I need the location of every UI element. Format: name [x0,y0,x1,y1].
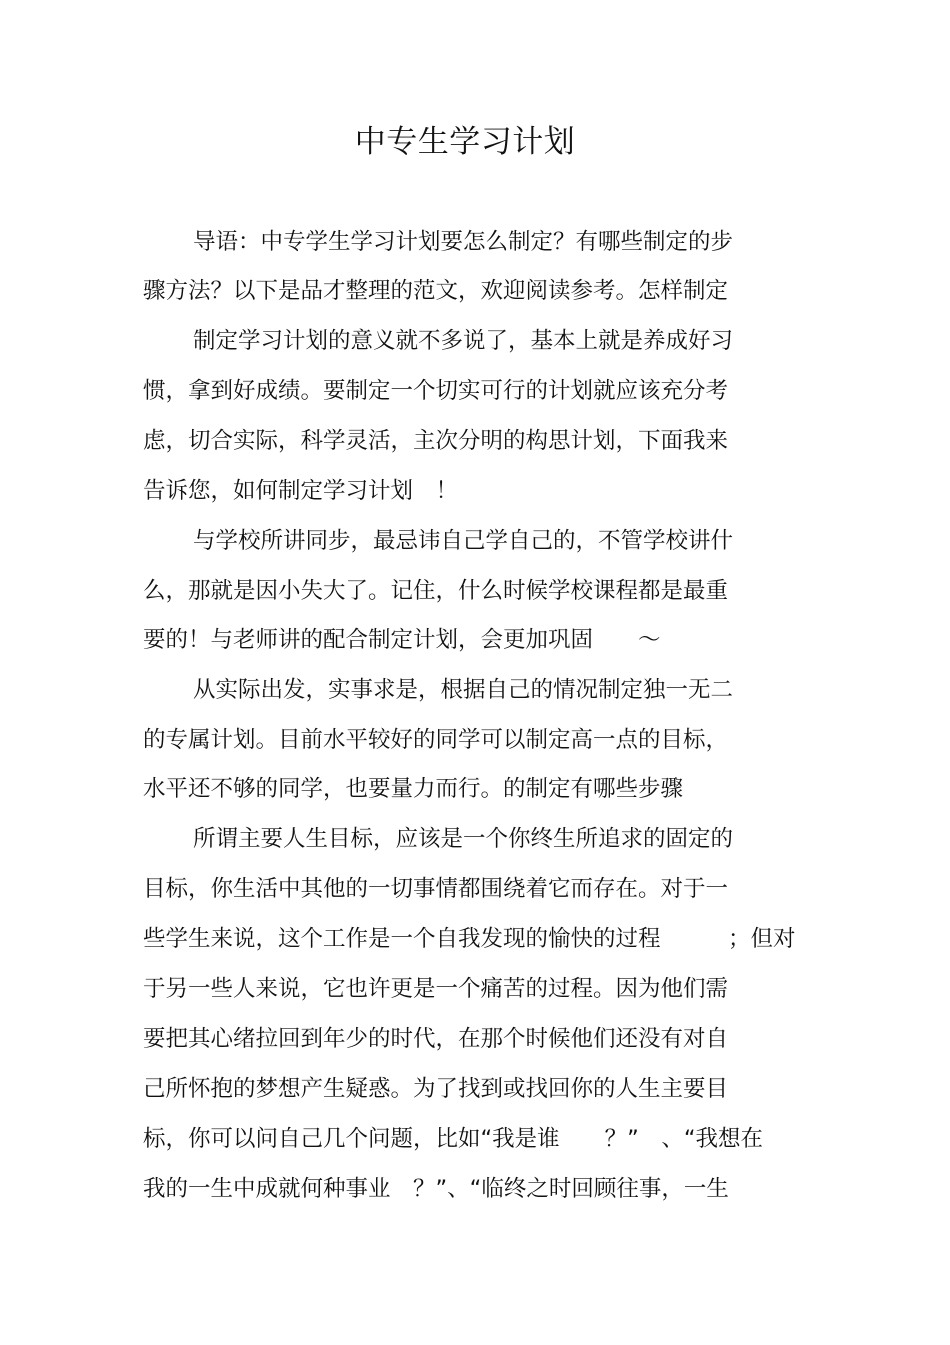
paragraph-line: 些学生来说，这个工作是一个自我发现的愉快的过程 ；但对 [143,926,796,952]
paragraph-line: 要把其心绪拉回到年少的时代，在那个时候他们还没有对自 [143,1026,729,1052]
paragraph-line: 己所怀抱的梦想产生疑惑。为了找到或找回你的人生主要目 [143,1076,729,1102]
paragraph-line: 的专属计划。目前水平较好的同学可以制定高一点的目标， [143,727,729,753]
paragraph-line: 所谓主要人生目标，应该是一个你终生所追求的固定的 [193,826,734,852]
paragraph-line: 从实际出发，实事求是，根据自己的情况制定独一无二 [193,677,734,703]
paragraph-line: 惯，拿到好成绩。要制定一个切实可行的计划就应该充分考 [143,378,729,404]
paragraph-line: 制定学习计划的意义就不多说了，基本上就是养成好习 [193,328,734,354]
document-title: 中专生学习计划 [354,124,576,160]
paragraph-line: 水平还不够的同学，也要量力而行。的制定有哪些步骤 [143,776,684,802]
paragraph-line: 骤方法？以下是品才整理的范文，欢迎阅读参考。怎样制定 [143,278,729,304]
paragraph-line: 要的！与老师讲的配合制定计划，会更加巩固 ～ [143,627,661,653]
paragraph-line: 标，你可以问自己几个问题，比如“我是谁 ？” 、“我想在 [143,1126,763,1152]
paragraph-line: 虑，切合实际，科学灵活，主次分明的构思计划，下面我来 [143,428,729,454]
paragraph-line: 告诉您，如何制定学习计划 ！ [143,478,459,504]
paragraph-line: 导语：中专学生学习计划要怎么制定？有哪些制定的步 [193,229,734,255]
paragraph-line: 与学校所讲同步，最忌讳自己学自己的，不管学校讲什 [193,528,734,554]
paragraph-line: 于另一些人来说，它也许更是一个痛苦的过程。因为他们需 [143,976,729,1002]
paragraph-line: 么，那就是因小失大了。记住，什么时候学校课程都是最重 [143,578,729,604]
paragraph-line: 我的一生中成就何种事业 ？”、“临终之时回顾往事，一生 [143,1176,729,1202]
paragraph-line: 目标，你生活中其他的一切事情都围绕着它而存在。对于一 [143,876,729,902]
